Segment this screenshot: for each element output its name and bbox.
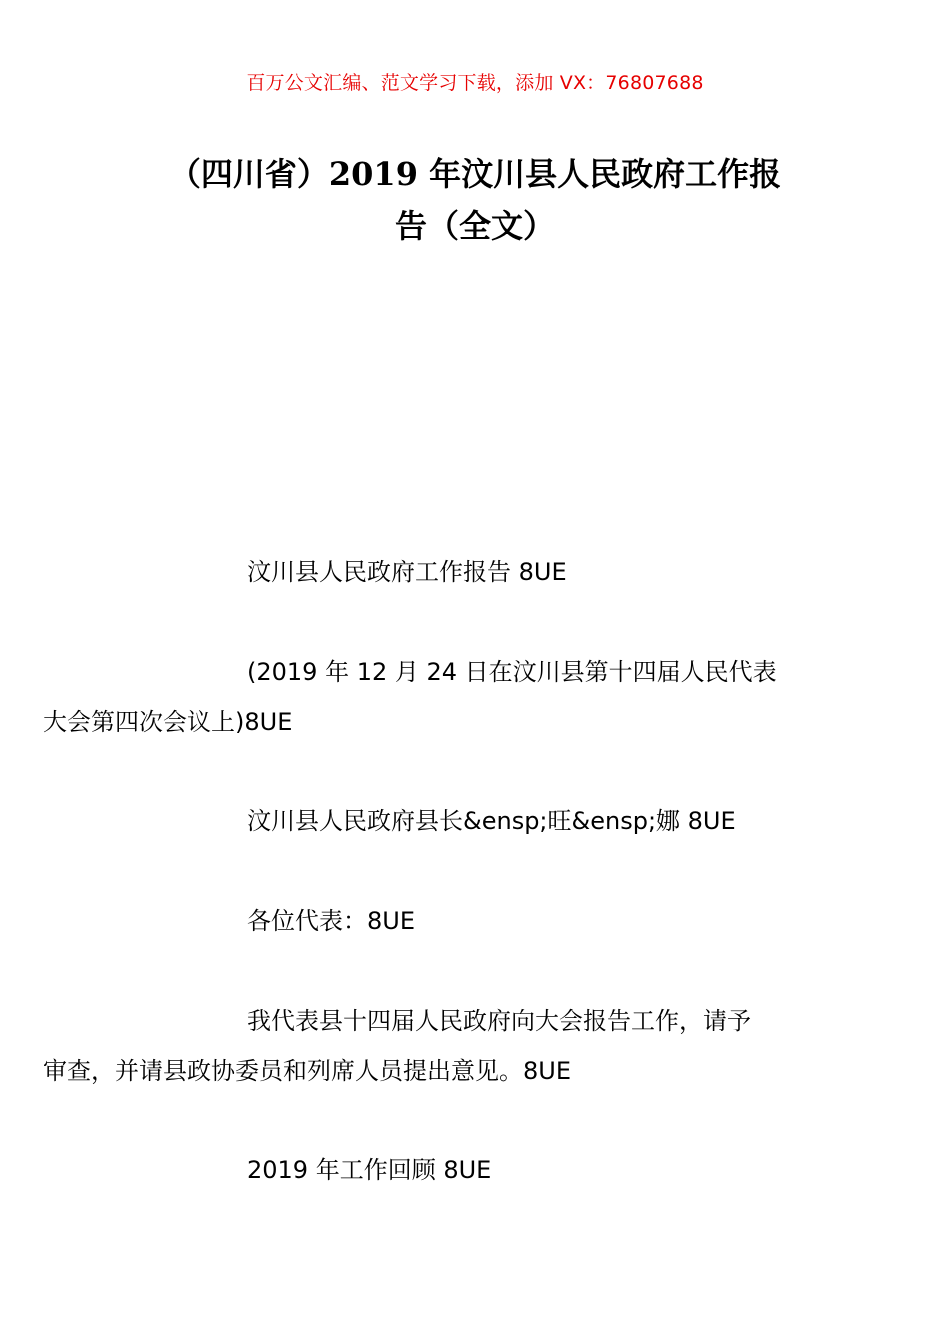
section-heading-review: 2019 年工作回顾 8UE [247, 1156, 492, 1184]
paragraph-meeting-info-line-1: (2019 年 12 月 24 日在汶川县第十四届人民代表 [247, 658, 777, 686]
paragraph-speaker: 汶川县人民政府县长&ensp;旺&ensp;娜 8UE [247, 807, 736, 835]
paragraph-report-name: 汶川县人民政府工作报告 8UE [247, 558, 567, 586]
title-line-2: 告（全文） [394, 207, 555, 245]
paragraph-meeting-info [43, 647, 810, 747]
title-line-1: （四川省）2019 年汶川县人民政府工作报 [168, 155, 782, 193]
paragraph-salutation: 各位代表：8UE [247, 907, 415, 935]
paragraph-intro [43, 996, 810, 1096]
paragraph-meeting-info-line-2: 大会第四次会议上)8UE [43, 708, 293, 736]
paragraph-intro-line-1: 我代表县十四届人民政府向大会报告工作，请予 [247, 1007, 751, 1035]
paragraph-intro-line-2: 审查，并请县政协委员和列席人员提出意见。8UE [43, 1057, 571, 1085]
document-title [140, 148, 810, 252]
header-note: 百万公文汇编、范文学习下载，添加 VX：76807688 [246, 72, 704, 94]
